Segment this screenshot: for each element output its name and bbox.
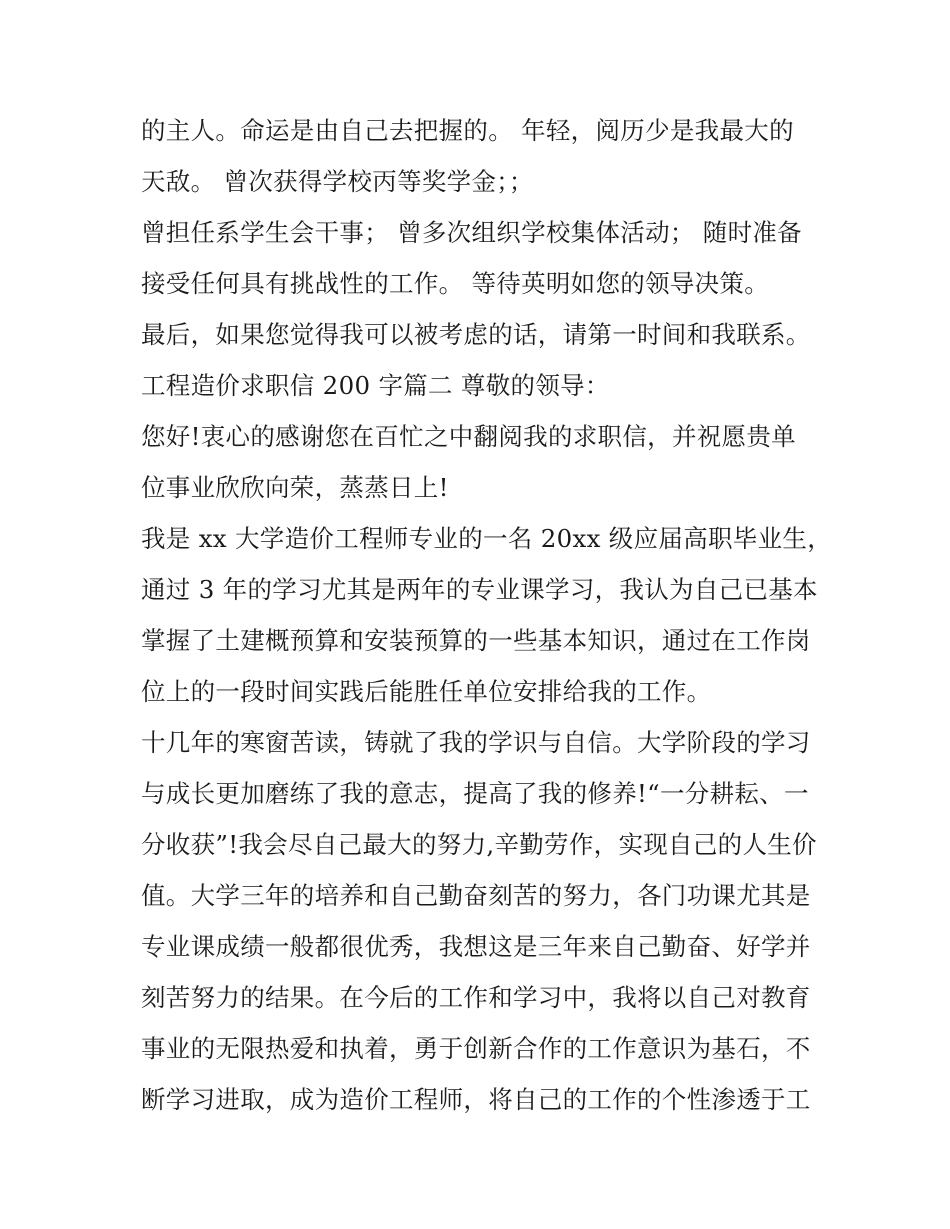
text-line: 接受任何具有挑战性的工作。 等待英明如您的领导决策。 <box>141 269 770 298</box>
text-line: 通过 3 年的学习尤其是两年的专业课学习，我认为自己已基本 <box>141 575 818 604</box>
text-line: 十几年的寒窗苦读，铸就了我的学识与自信。大学阶段的学习 <box>141 728 811 757</box>
text-line: 工程造价求职信 200 字篇二 尊敬的领导： <box>141 371 610 400</box>
text-line: 与成长更加磨练了我的意志，提高了我的修养!“一分耕耘、一 <box>141 779 809 808</box>
text-line: 位事业欣欣向荣，蒸蒸日上! <box>141 473 449 502</box>
text-line: 曾担任系学生会干事； 曾多次组织学校集体活动； 随时准备 <box>141 218 802 247</box>
text-line: 天敌。 曾次获得学校丙等奖学金；； <box>141 167 534 196</box>
text-line: 您好!衷心的感谢您在百忙之中翻阅我的求职信，并祝愿贵单 <box>141 422 796 451</box>
text-line: 值。大学三年的培养和自己勤奋刻苦的努力，各门功课尤其是 <box>141 881 811 910</box>
text-line: 分收获”!我会尽自己最大的努力,辛勤劳作，实现自己的人生价 <box>141 830 817 859</box>
text-line: 我是 xx 大学造价工程师专业的一名 20xx 级应届高职毕业生， <box>141 524 832 553</box>
text-line: 专业课成绩一般都很优秀，我想这是三年来自己勤奋、好学并 <box>141 932 811 961</box>
text-line: 的主人。命运是由自己去把握的。 年轻，阅历少是我最大的 <box>141 116 794 145</box>
text-line: 掌握了土建概预算和安装预算的一些基本知识，通过在工作岗 <box>141 626 811 655</box>
document-body <box>141 108 832 1128</box>
text-line: 事业的无限热爱和执着，勇于创新合作的工作意识为基石，不 <box>141 1034 811 1063</box>
text-line: 刻苦努力的结果。在今后的工作和学习中，我将以自己对教育 <box>141 983 811 1012</box>
text-line: 最后，如果您觉得我可以被考虑的话，请第一时间和我联系。 <box>141 320 811 349</box>
text-line: 断学习进取，成为造价工程师，将自己的工作的个性渗透于工 <box>141 1085 811 1114</box>
text-line: 位上的一段时间实践后能胜任单位安排给我的工作。 <box>141 677 712 706</box>
